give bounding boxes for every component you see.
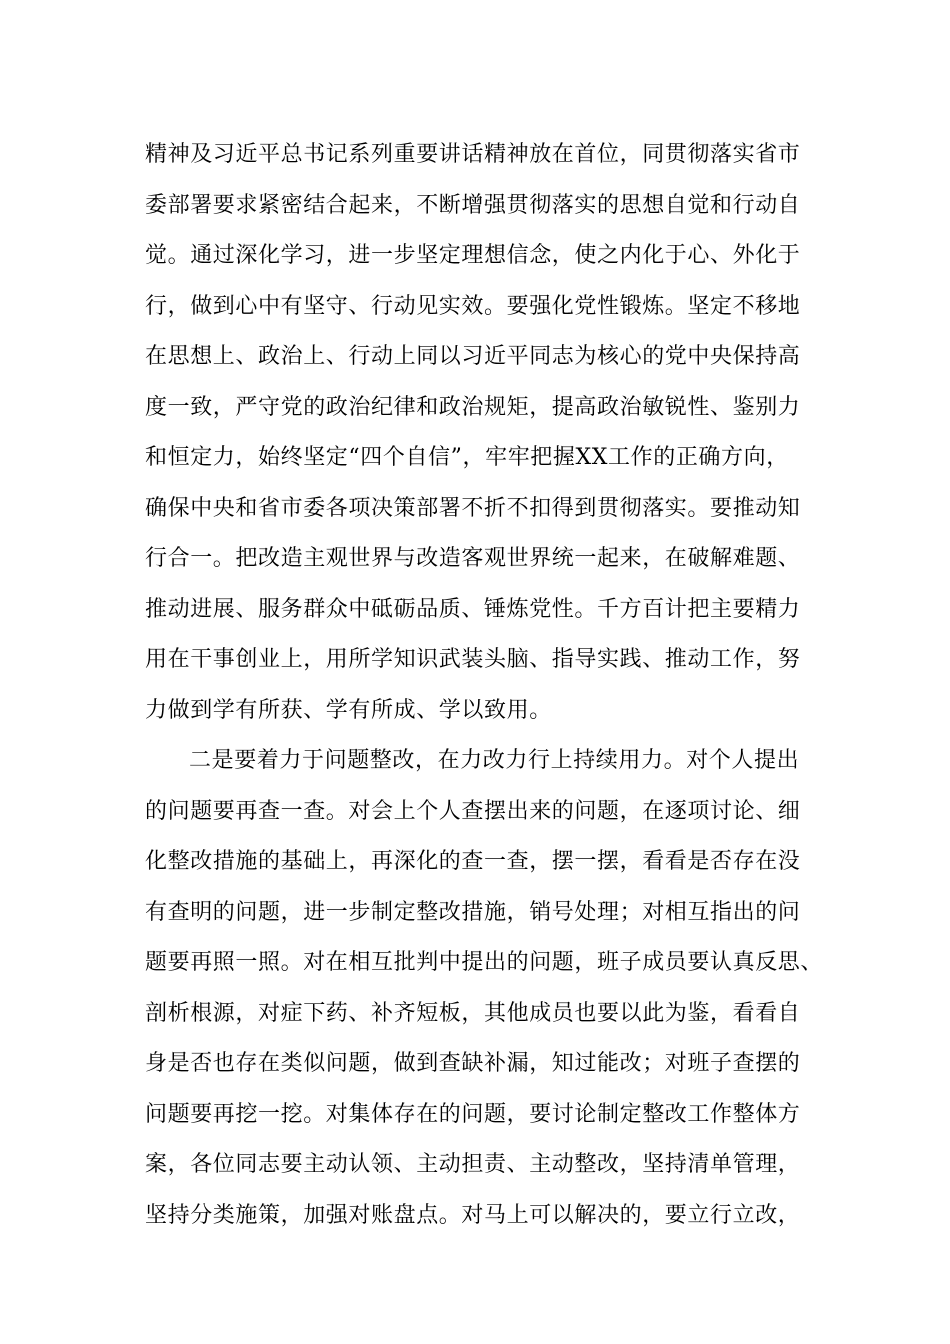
text-line: 度一致，严守党的政治纪律和政治规矩，提高政治敏锐性、鉴别力: [145, 394, 801, 420]
text-line: 觉。通过深化学习，进一步坚定理想信念，使之内化于心、外化于: [145, 243, 801, 268]
text-line: 和恒定力，始终坚定“四个自信”，牢牢把握XX工作的正确方向，: [145, 445, 789, 470]
text-line: 精神及习近平总书记系列重要讲话精神放在首位，同贯彻落实省市: [145, 142, 801, 167]
text-line: 委部署要求紧密结合起来，不断增强贯彻落实的思想自觉和行动自: [145, 192, 801, 218]
text-line: 有查明的问题，进一步制定整改措施，销号处理；对相互指出的问: [145, 899, 801, 925]
text-line: 确保中央和省市委各项决策部署不折不扣得到贯彻落实。要推动知: [145, 495, 801, 521]
text-line: 在思想上、政治上、行动上同以习近平同志为核心的党中央保持高: [145, 344, 801, 369]
body-text: [145, 130, 825, 1241]
text-line: 力做到学有所获、学有所成、学以致用。: [145, 697, 552, 723]
text-line: 用在干事创业上，用所学知识武装头脑、指导实践、推动工作，努: [145, 647, 801, 672]
text-line: 的问题要再查一查。对会上个人查摆出来的问题，在逐项讨论、细: [145, 798, 801, 824]
text-line: 推动进展、服务群众中砥砺品质、锤炼党性。千方百计把主要精力: [145, 596, 801, 622]
text-line: 案，各位同志要主动认领、主动担责、主动整改，坚持清单管理，: [145, 1152, 801, 1177]
text-line: 题要再照一照。对在相互批判中提出的问题，班子成员要认真反思、: [145, 950, 824, 975]
text-line: 身是否也存在类似问题，做到查缺补漏，知过能改；对班子查摆的: [145, 1051, 801, 1076]
text-line: 问题要再挖一挖。对集体存在的问题，要讨论制定整改工作整体方: [145, 1101, 801, 1127]
paragraph-start-line: 二是要着力于问题整改，在力改力行上持续用力。对个人提出: [189, 748, 800, 773]
text-line: 行合一。把改造主观世界与改造客观世界统一起来，在破解难题、: [145, 546, 801, 571]
text-line: 剖析根源，对症下药、补齐短板，其他成员也要以此为鉴，看看自: [145, 1000, 801, 1026]
text-line: 坚持分类施策，加强对账盘点。对马上可以解决的，要立行立改，: [145, 1202, 801, 1228]
text-line: 行，做到心中有坚守、行动见实效。要强化党性锻炼。坚定不移地: [145, 293, 801, 319]
text-line: 化整改措施的基础上，再深化的查一查，摆一摆，看看是否存在没: [145, 849, 801, 874]
